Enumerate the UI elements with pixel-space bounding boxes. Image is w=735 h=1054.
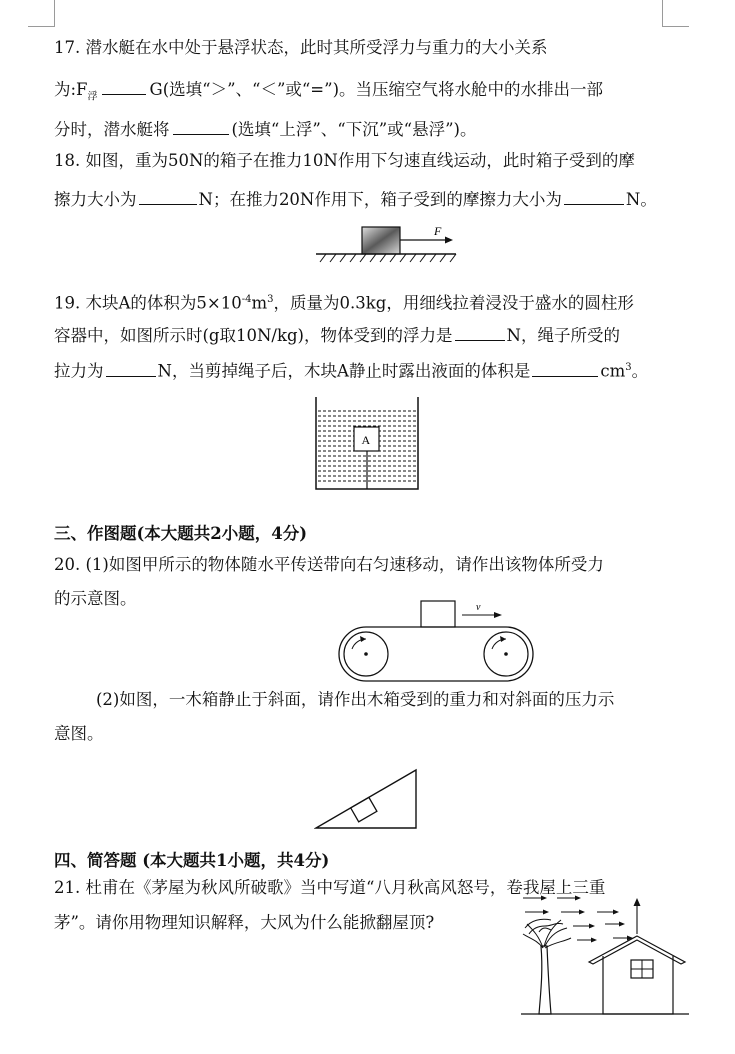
section-3-heading: 三、作图题(本大题共2小题，4分) — [54, 524, 308, 543]
right-axle — [504, 652, 508, 656]
q20-part2-line-2: 意图。 — [54, 724, 104, 743]
tree-branches — [523, 919, 571, 948]
left-axle — [364, 652, 368, 656]
q17-text: 为:F — [54, 80, 88, 99]
left-rotation-arrow — [352, 639, 366, 649]
block-label: A — [361, 433, 371, 447]
ground-hatching — [320, 254, 456, 262]
crop-mark-top-left — [28, 0, 55, 27]
q20-part2-line-1: (2)如图，一木箱静止于斜面，请作出木箱受到的重力和对斜面的压力示 — [96, 690, 615, 709]
q18-blank-1[interactable] — [139, 188, 197, 205]
tree-trunk — [539, 946, 551, 1014]
q17-text: G(选填“＞”、“＜”或“=”)。当压缩空气将水舱中的水排出一部 — [149, 80, 604, 99]
q19-blank-1[interactable] — [455, 324, 505, 341]
q19-superscript: -4 — [241, 294, 252, 305]
q20-line-2: 的示意图。 — [54, 589, 137, 608]
q18-text: 擦力大小为 — [54, 190, 137, 209]
velocity-arrow-head — [494, 612, 502, 618]
q19-text: 19. 木块A的体积为5×10 — [54, 293, 242, 313]
q17-line-2 — [54, 78, 603, 107]
q19-text: m — [251, 293, 268, 313]
wind-arrows — [523, 898, 629, 940]
q19-line-1 — [54, 290, 634, 314]
q19-figure-container — [312, 395, 424, 493]
q17-subscript: 浮 — [87, 91, 98, 103]
q19-text: 。 — [631, 361, 649, 381]
q17-text: 分时，潜水艇将 — [54, 120, 170, 139]
q20-figure-conveyor — [336, 597, 536, 683]
q19-text: N，当剪掉绳子后，木块A静止时露出液面的体积是 — [157, 361, 531, 381]
q18-text: N。 — [625, 190, 657, 209]
q19-line-3 — [54, 358, 648, 382]
right-rotation-arrow — [492, 639, 506, 649]
q21-figure-house-wind — [517, 890, 693, 1020]
q17-text: (选填“上浮”、“下沉”或“悬浮”)。 — [231, 120, 477, 139]
wind-arrow-heads — [541, 896, 633, 943]
q18-blank-2[interactable] — [564, 188, 624, 205]
conveyor-belt — [339, 627, 533, 681]
q18-line-2 — [54, 188, 657, 210]
q19-line-2 — [54, 324, 620, 346]
q19-blank-2[interactable] — [106, 360, 156, 377]
box — [362, 227, 400, 254]
q18-text: N；在推力20N作用下，箱子受到的摩擦力大小为 — [198, 190, 562, 209]
q17-line-3 — [54, 118, 477, 140]
q19-superscript: 3 — [625, 362, 632, 373]
q19-blank-3[interactable] — [532, 360, 598, 377]
q21-line-1: 21. 杜甫在《茅屋为秋风所破歌》当中写道“八月秋高风怒号，卷我屋上三重 — [54, 878, 606, 897]
q19-text: ，质量为0.3kg，用细线拉着浸没于盛水的圆柱形 — [273, 293, 634, 313]
q20-figure-incline — [314, 766, 420, 830]
section-4-heading: 四、简答题 (本大题共1小题，共4分) — [54, 851, 330, 870]
q17-blank-2[interactable] — [173, 118, 229, 135]
q20-line-1: 20. (1)如图甲所示的物体随水平传送带向右匀速移动，请作出该物体所受力 — [54, 555, 604, 574]
force-label: F — [434, 224, 442, 238]
q18-line-1: 18. 如图，重为50N的箱子在推力10N作用下匀速直线运动，此时箱子受到的摩 — [54, 151, 635, 170]
lift-arrow-head — [634, 898, 641, 906]
q17-blank-1[interactable] — [102, 78, 146, 95]
q19-superscript: 3 — [267, 294, 274, 305]
velocity-label: v — [476, 602, 481, 613]
left-rotation-arrow-head — [360, 636, 366, 642]
q19-text: cm — [600, 361, 626, 381]
q21-line-2: 茅”。请你用物理知识解释，大风为什么能掀翻屋顶? — [54, 913, 435, 932]
q18-figure-box-on-ground — [316, 222, 466, 266]
q19-text: N，绳子所受的 — [506, 326, 620, 345]
crop-mark-top-right — [662, 0, 689, 27]
q17-line-1: 17. 潜水艇在水中处于悬浮状态，此时其所受浮力与重力的大小关系 — [54, 38, 548, 57]
right-rotation-arrow-head — [500, 636, 506, 642]
q19-text: 容器中，如图所示时(g取10N/kg)，物体受到的浮力是 — [54, 326, 453, 345]
object-box — [421, 601, 455, 627]
q19-text: 拉力为 — [54, 361, 104, 381]
force-arrow-head — [445, 237, 453, 244]
